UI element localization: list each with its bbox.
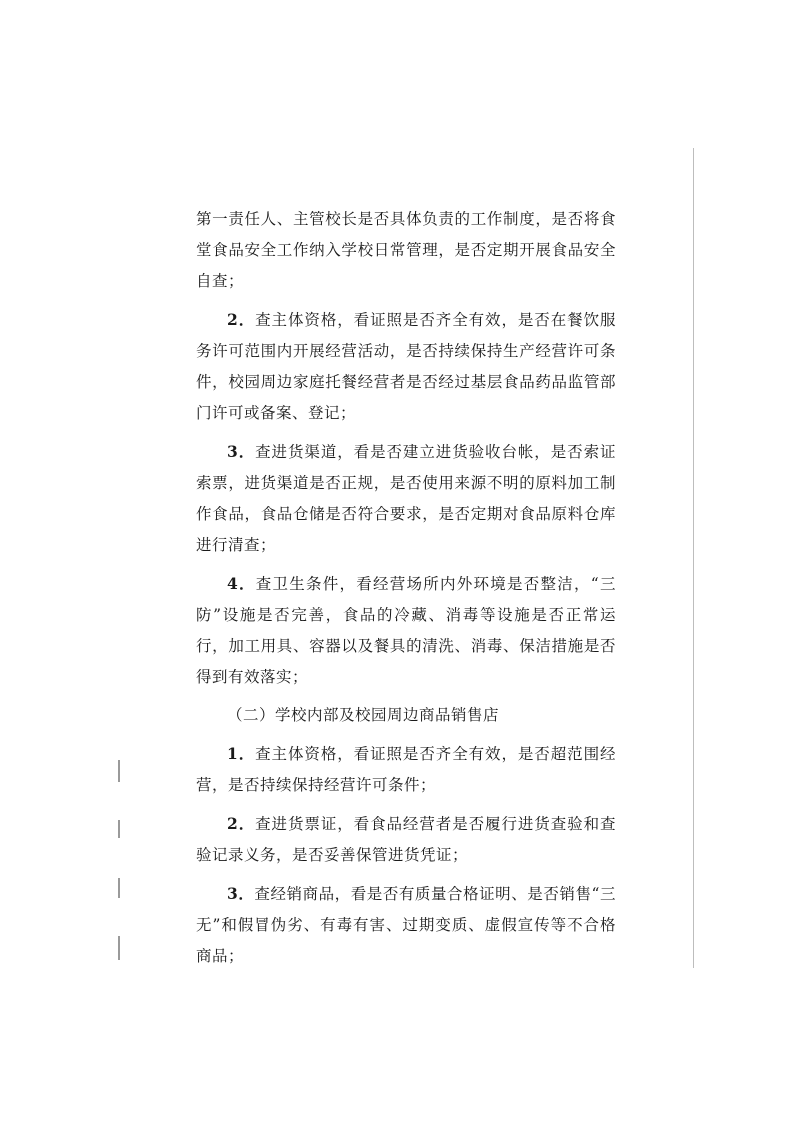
paragraph-store-1 — [196, 738, 616, 801]
paragraph-number: 3． — [227, 884, 255, 903]
paragraph-number: 4． — [227, 574, 256, 593]
paragraph-text: 查主体资格，看证照是否齐全有效，是否超范围经营，是否持续保持经营许可条件； — [196, 745, 616, 794]
binding-mark — [118, 820, 120, 838]
binding-mark — [118, 760, 120, 782]
paragraph-store-2 — [196, 808, 616, 871]
paragraph-store-3 — [196, 878, 616, 972]
page-edge-line — [693, 148, 694, 968]
paragraph-text: 查经销商品，看是否有质量合格证明、是否销售“三无”和假冒伪劣、有毒有害、过期变质、虚假宣传等不合格商品； — [196, 885, 616, 965]
paragraph-number: 2． — [227, 814, 256, 833]
paragraph-intro — [196, 204, 616, 297]
paragraph-text: 查主体资格，看证照是否齐全有效，是否在餐饮服务许可范围内开展经营活动，是否持续保持生产经营许可条件，校园周边家庭托餐经营者是否经过基层食品药品监管部门许可或备案、登记； — [196, 311, 616, 422]
paragraph-text: 查进货渠道，看是否建立进货验收台帐，是否索证索票，进货渠道是否正规，是否使用来源不明的原料加工制作食品，食品仓储是否符合要求，是否定期对食品原料仓库进行清查； — [196, 443, 616, 554]
paragraph-text: 第一责任人、主管校长是否具体负责的工作制度，是否将食堂食品安全工作纳入学校日常管理，是否定期开展食品安全自查； — [196, 210, 616, 290]
paragraph-number: 1． — [227, 744, 256, 763]
paragraph-canteen-2 — [196, 304, 616, 429]
paragraph-canteen-4 — [196, 568, 616, 693]
paragraph-number: 2． — [227, 310, 256, 329]
binding-mark — [118, 936, 120, 960]
paragraph-canteen-3 — [196, 436, 616, 561]
paragraph-number: 3． — [227, 442, 256, 461]
paragraph-text: 查卫生条件，看经营场所内外环境是否整洁，“三防”设施是否完善，食品的冷藏、消毒等设施是否正常运行，加工用具、容器以及餐具的清洗、消毒、保洁措施是否得到有效落实； — [196, 575, 616, 686]
binding-mark — [118, 878, 120, 898]
document-body — [196, 204, 616, 979]
section-heading: （二）学校内部及校园周边商品销售店 — [227, 706, 500, 724]
paragraph-text: 查进货票证，看食品经营者是否履行进货查验和查验记录义务，是否妥善保管进货凭证； — [196, 815, 616, 864]
binding-marks — [118, 760, 122, 970]
